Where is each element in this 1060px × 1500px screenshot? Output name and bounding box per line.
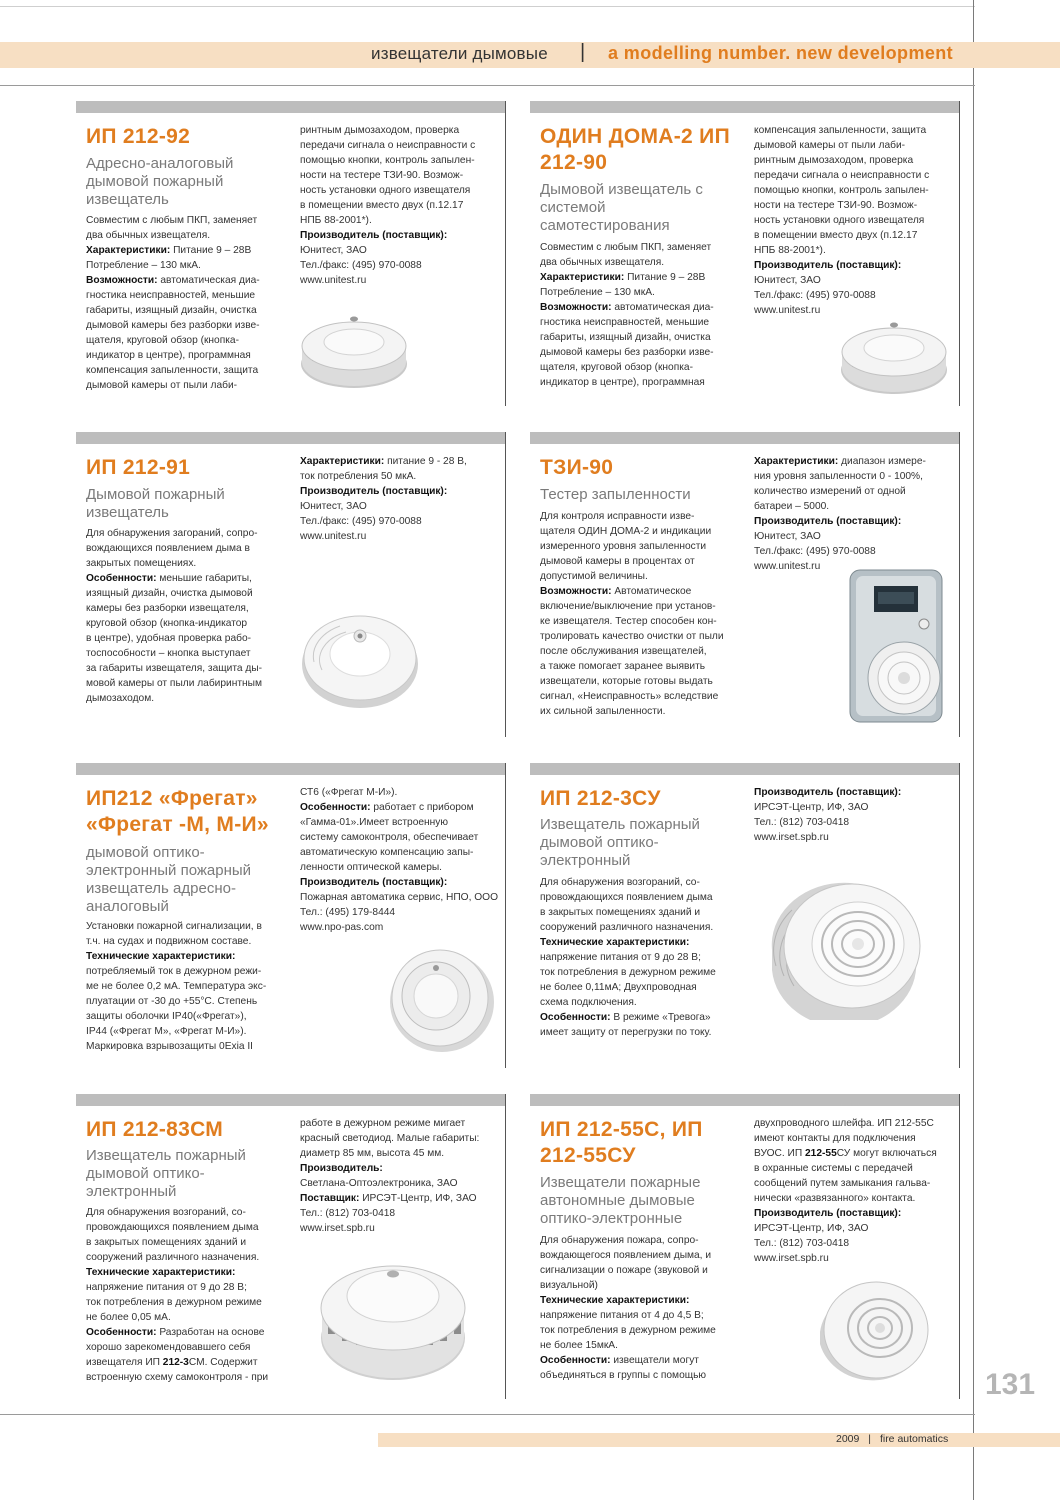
text-line: измеренного уровня запыленности <box>540 541 707 552</box>
text-line: Светлана-Оптоэлектроника, ЗАО <box>300 1178 458 1189</box>
text-line: Для обнаружения загораний, сопро- <box>86 528 258 539</box>
text-line: включение/выключение при установ- <box>540 601 716 612</box>
text-line: Возможности: автоматическая диа- <box>540 302 714 313</box>
text-line: за габариты извещателя, защита ды- <box>86 663 263 674</box>
bold-label: Производитель (поставщик): <box>754 516 902 527</box>
description-right <box>754 454 954 574</box>
text-line: Характеристики: Питание 9 – 28В <box>540 272 706 283</box>
product-subtitle: Извещатель пожарный дымовой оптико-электронный <box>540 816 700 869</box>
text-line: ИРСЭТ-Центр, ИФ, ЗАО <box>754 1223 869 1234</box>
text-line <box>300 228 500 243</box>
text-line: Пожарная автоматика сервис, НПО, ООО <box>300 892 499 903</box>
text-line: Маркировка взрывозащиты 0Exia II <box>86 1041 254 1052</box>
text-line: Тел./факс: (495) 970-0088 <box>754 546 876 557</box>
text-line: камеры без разборки извещателя, <box>86 603 249 614</box>
description-left <box>86 919 291 1054</box>
text-line <box>754 258 954 273</box>
text-line: Установки пожарной сигнализации, в <box>86 921 262 932</box>
bold-label: Характеристики: <box>86 245 171 256</box>
product-subtitle: Адресно-аналоговый дымовой пожарный извещатель <box>86 155 234 208</box>
text-line: закрытых помещениях. <box>86 558 197 569</box>
description-left <box>540 1233 745 1383</box>
bold-label: Особенности: <box>540 1355 611 1366</box>
card-right-rule <box>505 763 506 1068</box>
description-right <box>300 1116 500 1236</box>
bold-label: Характеристики: <box>754 456 839 467</box>
text-line: защиты оболочки IP40(«Фрегат»), <box>86 1011 247 1022</box>
text-line: в охранные системы с передачей <box>754 1163 913 1174</box>
text-line: напряжение питания от 4 до 4,5 В; <box>540 1310 704 1321</box>
text-line: их сильной запыленности. <box>540 706 666 717</box>
top-hairline <box>0 6 975 7</box>
text-line: дымовой камеры от пыли лаби- <box>86 380 238 391</box>
text-line: Возможности: автоматическая диа- <box>86 275 260 286</box>
text-line: встроенную схему самоконтроля - при <box>86 1372 269 1383</box>
text-line: www.npo-pas.com <box>300 922 384 933</box>
text-line: Особенности: работает с прибором <box>300 802 474 813</box>
text-line: извещателя ИП 212-3СМ. Содержит <box>86 1357 258 1368</box>
text-line: Для контроля исправности изве- <box>540 511 695 522</box>
footer-rule <box>0 1414 975 1415</box>
text-line: ность установки одного извещателя <box>754 215 925 226</box>
description-right <box>754 123 954 318</box>
text-line: нически «развязанного» контакта. <box>754 1193 916 1204</box>
text-line: два обычных извещателя. <box>540 257 665 268</box>
text-line: щателя, круговой обзор (кнопка- <box>86 335 239 346</box>
text-line: ме не более 0,2 мА. Температура экс- <box>86 981 267 992</box>
text-line: Особенности: меньшие габариты, <box>86 573 252 584</box>
text-line: провождающихся появлением дыма <box>540 892 713 903</box>
product-title: ИП 212-55С, ИП 212-55СУ <box>540 1118 703 1167</box>
text-line: индикатор в центре), программная <box>540 377 705 388</box>
bold-label: 212-55 <box>805 1148 837 1159</box>
text-line: после обслуживания извещателей, <box>540 646 707 657</box>
footer-separator: | <box>868 1433 872 1445</box>
card-top-bar <box>530 763 960 775</box>
smoke-detector-image <box>298 300 410 392</box>
text-line: имеет защиту от перегрузки по току. <box>540 1027 712 1038</box>
text-line: Потребление – 130 мкА. <box>540 287 655 298</box>
smoke-detector-image <box>766 880 926 1020</box>
text-line: «Гамма-01».Имеет встроенную <box>300 817 449 828</box>
bold-label: Производитель: <box>300 1163 383 1174</box>
product-title: ОДИН ДОМА-2 ИП 212-90 <box>540 125 730 174</box>
card-top-bar <box>530 101 960 113</box>
text-line: мовой камеры от пыли лабиринтным <box>86 678 262 689</box>
text-line: Тел./факс: (495) 970-0088 <box>754 290 876 301</box>
description-right <box>754 1116 954 1266</box>
description-left <box>86 213 291 393</box>
text-line: Для обнаружения возгораний, со- <box>86 1207 246 1218</box>
text-line: красный светодиод. Малые габариты: <box>300 1133 480 1144</box>
bold-label: Производитель (поставщик): <box>300 877 448 888</box>
card-right-rule <box>505 432 506 737</box>
text-line: Юнитест, ЗАО <box>300 501 367 512</box>
text-line: а также помогает заранее выявить <box>540 661 706 672</box>
text-line: ток потребления в дежурном режиме <box>540 1325 716 1336</box>
text-line: ности на тестере ТЗИ-90. Возмож- <box>300 170 464 181</box>
text-line: имеют контакты для подключения <box>754 1133 916 1144</box>
description-right <box>754 785 954 845</box>
text-line: Тел.: (812) 703-0418 <box>300 1208 396 1219</box>
bold-label: Технические характеристики: <box>86 951 236 962</box>
text-line: Юнитест, ЗАО <box>754 531 821 542</box>
text-line: Возможности: Автоматическое <box>540 586 692 597</box>
text-line: www.irset.spb.ru <box>754 832 829 843</box>
text-line <box>540 1293 745 1308</box>
card-right-rule <box>505 1094 506 1399</box>
product-subtitle: Извещатели пожарные автономные дымовые оптико-электронные <box>540 1174 701 1227</box>
bold-label: Производитель (поставщик): <box>754 260 902 271</box>
card-top-bar <box>530 1094 960 1106</box>
text-line: сообщений путем замыкания гальва- <box>754 1178 931 1189</box>
text-line: ринтным дымозаходом, проверка <box>300 125 460 136</box>
text-line: схема подключения. <box>540 997 637 1008</box>
text-line: извещатели, которые готовы выдать <box>540 676 713 687</box>
description-right <box>300 785 500 935</box>
section-title-en: a modelling number. new development <box>608 43 954 63</box>
bold-label: Производитель (поставщик): <box>754 787 902 798</box>
text-line: батареи – 5000. <box>754 501 830 512</box>
text-line: www.irset.spb.ru <box>754 1253 829 1264</box>
bold-label: Особенности: <box>540 1012 611 1023</box>
bold-label: Производитель (поставщик): <box>754 1208 902 1219</box>
text-line: Для обнаружения возгораний, со- <box>540 877 700 888</box>
text-line: помощью кнопки, контроль запылен- <box>754 185 929 196</box>
bold-label: Особенности: <box>86 1327 157 1338</box>
text-line: сооружений различного назначения. <box>86 1252 260 1263</box>
text-line: www.unitest.ru <box>754 305 821 316</box>
smoke-detector-image <box>300 602 420 712</box>
bold-label: Возможности: <box>540 302 612 313</box>
product-subtitle: дымовой оптико-электронный пожарный извещатель адресно-аналоговый <box>86 844 252 915</box>
bold-label: Особенности: <box>86 573 157 584</box>
text-line: не более 15мкА. <box>540 1340 618 1351</box>
description-left <box>540 509 745 719</box>
text-line: Тел./факс: (495) 970-0088 <box>300 516 422 527</box>
text-line: Потребление – 130 мкА. <box>86 260 201 271</box>
bold-label: 212-3 <box>162 1357 189 1368</box>
text-line: ВУОС. ИП 212-55СУ могут включаться <box>754 1148 937 1159</box>
footer-magazine: fire automatics <box>879 1433 949 1445</box>
text-line: сигнализации о пожаре (звуковой и <box>540 1265 708 1276</box>
text-line: Характеристики: Питание 9 – 28В <box>86 245 252 256</box>
bold-label: Производитель (поставщик): <box>300 486 448 497</box>
text-line: дымозаходом. <box>86 693 155 704</box>
text-line <box>754 785 954 800</box>
description-left <box>86 1205 291 1385</box>
card-top-bar <box>76 101 506 113</box>
text-line: не более 0,11мА; Двухпроводная <box>540 982 697 993</box>
text-line: в помещении вместо двух (п.12.17 <box>754 230 918 241</box>
text-line: ток потребления в дежурном режиме <box>86 1297 262 1308</box>
text-line: передачи сигнала о неисправности с <box>754 170 930 181</box>
text-line: в помещении вместо двух (п.12.17 <box>300 200 464 211</box>
text-line: габариты, изящный дизайн, очистка <box>540 332 711 343</box>
product-subtitle: Дымовой пожарный извещатель <box>86 486 225 521</box>
product-subtitle: Тестер запыленности <box>540 486 691 503</box>
text-line: Характеристики: питание 9 - 28 В, <box>300 456 467 467</box>
text-line: дымовой камеры без разборки изве- <box>86 320 260 331</box>
description-right <box>300 454 500 544</box>
card-right-rule <box>959 101 960 406</box>
text-line: потребляемый ток в дежурном режи- <box>86 966 262 977</box>
text-line: изящный дизайн, очистка дымовой <box>86 588 253 599</box>
text-line: хорошо зарекомендовавшего себя <box>86 1342 251 1353</box>
product-title: ИП 212-3СУ <box>540 787 661 810</box>
text-line: Особенности: В режиме «Тревога» <box>540 1012 711 1023</box>
text-line: ток потребления в дежурном режиме <box>540 967 716 978</box>
text-line: щателя ОДИН ДОМА-2 и индикации <box>540 526 712 537</box>
page-number: 131 <box>985 1368 1036 1401</box>
text-line: вождающегося появлением дыма, и <box>540 1250 712 1261</box>
product-subtitle: Дымовой извещатель с системой самотестирования <box>540 181 703 234</box>
bold-label: Возможности: <box>540 586 612 597</box>
smoke-detector-image <box>838 306 950 398</box>
margin-vertical-rule <box>973 0 974 1500</box>
description-left <box>540 875 745 1040</box>
text-line: дымовой камеры без разборки изве- <box>540 347 714 358</box>
text-line <box>754 1206 954 1221</box>
text-line: гностика неисправностей, меньшие <box>86 290 256 301</box>
bold-label: Технические характеристики: <box>540 937 690 948</box>
text-line: тролировать качество очистки от пыли <box>540 631 724 642</box>
text-line: СТ6 («Фрегат М-И»). <box>300 787 398 798</box>
text-line: www.irset.spb.ru <box>300 1223 375 1234</box>
product-title: ИП 212-91 <box>86 456 191 479</box>
text-line: работе в дежурном режиме мигает <box>300 1118 466 1129</box>
smoke-detector-image <box>318 1248 468 1383</box>
text-line: ке извещателя. Тестер способен кон- <box>540 616 717 627</box>
header-rule <box>0 85 975 86</box>
bold-label: Характеристики: <box>300 456 385 467</box>
text-line: компенсация запыленности, защита <box>754 125 927 136</box>
text-line: тоспособности – кнопка выступает <box>86 648 251 659</box>
text-line: Совместим с любым ПКП, заменяет <box>540 242 712 253</box>
card-top-bar <box>530 432 960 444</box>
text-line: плуатации от -30 до +55°С. Степень <box>86 996 258 1007</box>
dust-tester-image <box>848 568 946 726</box>
footer-caption <box>836 1433 948 1445</box>
text-line: провождающихся появлением дыма <box>86 1222 259 1233</box>
card-right-rule <box>505 101 506 406</box>
description-right <box>300 123 500 288</box>
footer-band <box>378 1433 1060 1447</box>
text-line: ния уровня запыленности 0 - 100%, <box>754 471 923 482</box>
text-line: вождающихся появлением дыма в <box>86 543 250 554</box>
text-line: индикатор в центре), программная <box>86 350 251 361</box>
text-line: напряжение питания от 9 до 28 В; <box>540 952 701 963</box>
text-line: Юнитест, ЗАО <box>754 275 821 286</box>
text-line: Тел./факс: (495) 970-0088 <box>300 260 422 271</box>
product-title: ИП 212-83СМ <box>86 1118 224 1141</box>
text-line: www.unitest.ru <box>300 531 367 542</box>
text-line: ринтным дымозаходом, проверка <box>754 155 914 166</box>
footer-year: 2009 <box>836 1433 860 1445</box>
bold-label: Поставщик: <box>300 1193 360 1204</box>
card-top-bar <box>76 1094 506 1106</box>
card-top-bar <box>76 763 506 775</box>
text-line: систему самоконтроля, обеспечивает <box>300 832 479 843</box>
text-line: диаметр 85 мм, высота 45 мм. <box>300 1148 445 1159</box>
text-line: объединяться в группы с помощью <box>540 1370 707 1381</box>
text-line: Юнитест, ЗАО <box>300 245 367 256</box>
text-line: компенсация запыленности, защита <box>86 365 259 376</box>
text-line: НПБ 88-2001*). <box>754 245 826 256</box>
text-line <box>86 949 291 964</box>
text-line: т.ч. на судах и подвижном составе. <box>86 936 252 947</box>
card-right-rule <box>959 1094 960 1399</box>
text-line: Тел.: (812) 703-0418 <box>754 817 850 828</box>
text-line <box>300 875 500 890</box>
text-line: ленности оптической камеры. <box>300 862 443 873</box>
text-line: не более 0,05 мА. <box>86 1312 171 1323</box>
text-line <box>540 935 745 950</box>
description-left <box>86 526 291 706</box>
text-line: Для обнаружения пожара, сопро- <box>540 1235 699 1246</box>
text-line: два обычных извещателя. <box>86 230 211 241</box>
text-line: IP44 («Фрегат М», «Фрегат М-И»). <box>86 1026 247 1037</box>
text-line <box>300 1161 500 1176</box>
text-line: ность установки одного извещателя <box>300 185 471 196</box>
text-line: сигнал, «Неисправность» вследствие <box>540 691 719 702</box>
text-line: Особенности: извещатели могут <box>540 1355 699 1366</box>
bold-label: Особенности: <box>300 802 371 813</box>
text-line: помощью кнопки, контроль запылен- <box>300 155 475 166</box>
text-line <box>300 484 500 499</box>
text-line: двухпроводного шлейфа. ИП 212-55С <box>754 1118 934 1129</box>
bold-label: Технические характеристики: <box>540 1295 690 1306</box>
product-title: ТЗИ-90 <box>540 456 614 479</box>
section-title-ru: извещатели дымовые <box>371 44 548 63</box>
text-line: ток потребления 50 мкА. <box>300 471 417 482</box>
text-line: Тел.: (495) 179-8444 <box>300 907 396 918</box>
bold-label: Возможности: <box>86 275 158 286</box>
bold-label: Технические характеристики: <box>86 1267 236 1278</box>
text-line: допустимой величины. <box>540 571 648 582</box>
text-line: гностика неисправностей, меньшие <box>540 317 710 328</box>
product-title: ИП212 «Фрегат» «Фрегат -М, М-И» <box>86 787 269 836</box>
text-line: Особенности: Разработан на основе <box>86 1327 265 1338</box>
text-line: круговой обзор (кнопка-индикатор <box>86 618 248 629</box>
text-line: ности на тестере ТЗИ-90. Возмож- <box>754 200 918 211</box>
text-line: передачи сигнала о неисправности с <box>300 140 476 151</box>
text-line: Характеристики: диапазон измере- <box>754 456 926 467</box>
bold-label: Производитель (поставщик): <box>300 230 448 241</box>
text-line <box>754 514 954 529</box>
bold-label: Характеристики: <box>540 272 625 283</box>
text-line: автоматическую компенсацию запы- <box>300 847 474 858</box>
text-line: в закрытых помещениях зданий и <box>86 1237 247 1248</box>
description-left <box>540 240 745 390</box>
card-right-rule <box>959 432 960 737</box>
text-line: дымовой камеры от пыли лаби- <box>754 140 906 151</box>
text-line: габариты, изящный дизайн, очистка <box>86 305 257 316</box>
text-line: в закрытых помещениях зданий и <box>540 907 701 918</box>
product-title: ИП 212-92 <box>86 125 191 148</box>
text-line: НПБ 88-2001*). <box>300 215 372 226</box>
text-line: щателя, круговой обзор (кнопка- <box>540 362 693 373</box>
text-line: сооружений различного назначения. <box>540 922 714 933</box>
text-line: Тел.: (812) 703-0418 <box>754 1238 850 1249</box>
text-line: визуальной) <box>540 1280 598 1291</box>
text-line: дымовой камеры в процентах от <box>540 556 695 567</box>
card-right-rule <box>959 763 960 1068</box>
text-line: количество измерений от одной <box>754 486 906 497</box>
text-line: в центре), удобная проверка рабо- <box>86 633 252 644</box>
text-line: ИРСЭТ-Центр, ИФ, ЗАО <box>754 802 869 813</box>
text-line <box>86 1265 291 1280</box>
text-line: www.unitest.ru <box>754 561 821 572</box>
product-subtitle: Извещатель пожарный дымовой оптико-электронный <box>86 1147 246 1200</box>
text-line: напряжение питания от 9 до 28 В; <box>86 1282 247 1293</box>
card-top-bar <box>76 432 506 444</box>
text-line: Поставщик: ИРСЭТ-Центр, ИФ, ЗАО <box>300 1193 477 1204</box>
smoke-detector-image <box>814 1276 932 1386</box>
header-separator: | <box>580 41 586 63</box>
text-line: www.unitest.ru <box>300 275 367 286</box>
text-line: Совместим с любым ПКП, заменяет <box>86 215 258 226</box>
smoke-detector-image <box>384 946 496 1054</box>
